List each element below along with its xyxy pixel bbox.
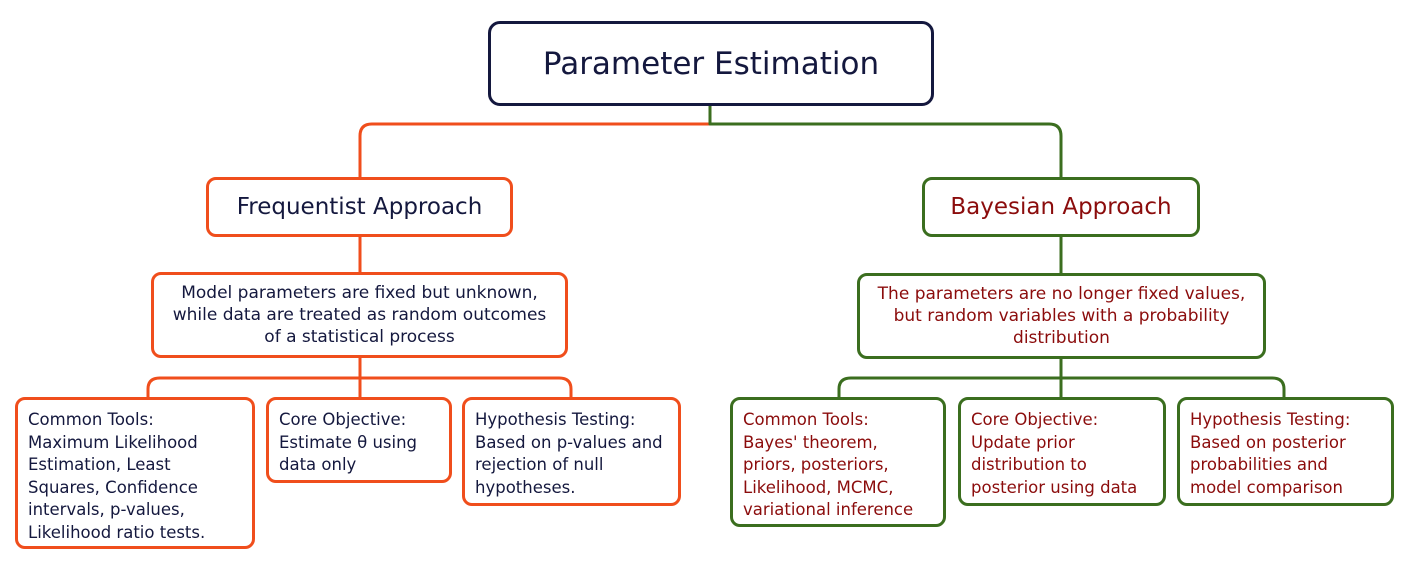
frequentist-core-objective-body: Estimate θ using data only [279,432,418,474]
bayesian-common-tools-heading: Common Tools: [743,410,869,429]
frequentist-hypothesis-testing-body: Based on p-values and rejection of null hypotheses. [475,432,663,497]
bayesian-common-tools-node [730,397,946,527]
bayesian-core-objective-heading: Core Objective: [971,410,1099,429]
frequentist-title: Frequentist Approach [236,194,483,220]
root-title: Parameter Estimation [542,45,880,82]
bayesian-title: Bayesian Approach [950,194,1172,220]
bayesian-core-objective-body: Update prior distribution to posterior using data [971,432,1138,497]
frequentist-approach-node [206,177,513,237]
frequentist-common-tools-body: Maximum Likelihood Estimation, Least Squares, Confidence intervals, p-values, Likelihood ratio tests. [28,432,206,542]
bayesian-common-tools-body: Bayes' theorem, priors, posteriors, Likelihood, MCMC, variational inference [743,432,914,519]
connector-frequentist-leaves [148,358,571,398]
root-node [488,21,934,106]
frequentist-core-objective-node [266,397,452,483]
bayesian-approach-node [922,177,1200,237]
frequentist-core-objective-heading: Core Objective: [279,410,407,429]
bayesian-hypothesis-testing-node [1177,397,1394,506]
frequentist-common-tools-node [15,397,255,549]
bayesian-hypothesis-testing-body: Based on posterior probabilities and model comparison [1190,432,1346,497]
frequentist-hypothesis-testing-heading: Hypothesis Testing: [475,410,636,429]
connector-bayesian-leaves [839,358,1284,398]
connector-root-frequentist [360,106,710,178]
bayesian-description: The parameters are no longer fixed values, but random variables with a probability distribution [877,284,1246,348]
bayesian-description-node [857,273,1266,359]
bayesian-hypothesis-testing-heading: Hypothesis Testing: [1190,410,1351,429]
frequentist-common-tools-heading: Common Tools: [28,410,154,429]
frequentist-description: Model parameters are fixed but unknown, while data are treated as random outcomes of a statistical process [172,283,547,347]
connector-root-bayesian [710,106,1061,178]
frequentist-description-node [151,272,568,358]
bayesian-core-objective-node [958,397,1166,506]
frequentist-hypothesis-testing-node [462,397,681,506]
